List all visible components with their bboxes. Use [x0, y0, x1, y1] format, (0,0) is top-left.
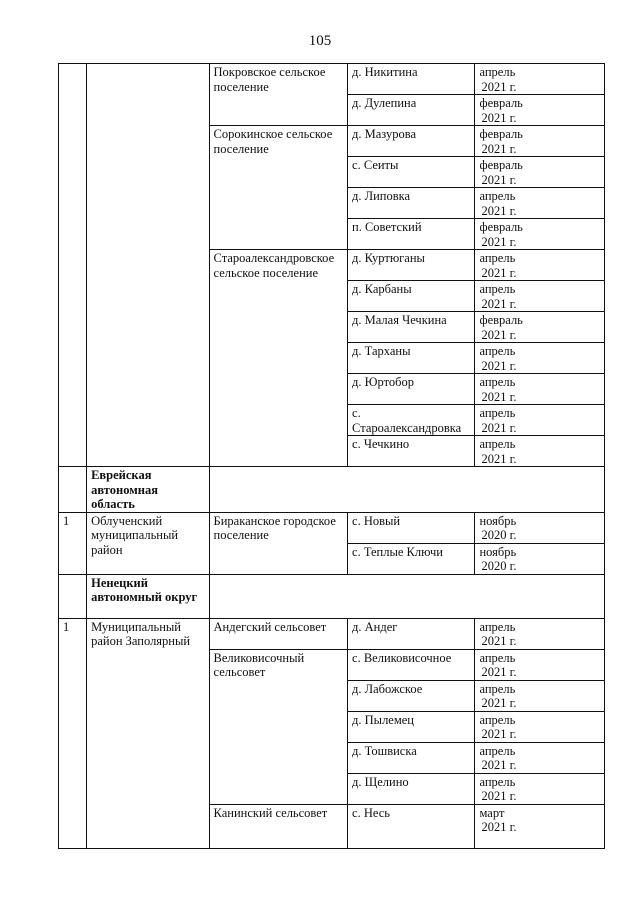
date-year: 2021 г. [481, 234, 517, 249]
date-month: февраль [479, 158, 523, 172]
table-row [59, 512, 605, 543]
village-cell: п. Советский [348, 219, 475, 250]
date-month: апрель [479, 65, 516, 79]
date-year: 2021 г. [481, 265, 517, 280]
date-cell [475, 250, 605, 281]
date-cell [475, 680, 605, 711]
number-cell [59, 64, 87, 467]
settlement-cell: Староалександровское сельское поселение [209, 250, 348, 467]
date-cell [475, 312, 605, 343]
number-cell [59, 574, 87, 618]
village-cell: д. Малая Чечкина [348, 312, 475, 343]
region-header-row [59, 467, 605, 513]
date-month: ноябрь [479, 544, 517, 559]
district-cell [87, 64, 209, 467]
village-cell: с. Несь [348, 804, 475, 848]
village-cell: д. Карбаны [348, 281, 475, 312]
date-cell [475, 188, 605, 219]
village-cell: д. Щелино [348, 773, 475, 804]
date-cell [475, 512, 605, 543]
date-cell [475, 157, 605, 188]
date-cell [475, 343, 605, 374]
village-cell: с. Великовисочное [348, 649, 475, 680]
page-number: 105 [308, 33, 332, 49]
date-month: апрель [479, 437, 516, 451]
date-year: 2020 г. [481, 559, 517, 573]
number-cell [59, 467, 87, 513]
date-cell [475, 804, 605, 848]
date-month: апрель [479, 282, 516, 296]
village-cell: д. Пылемец [348, 711, 475, 742]
date-month: апрель [479, 743, 516, 758]
date-month: апрель [479, 251, 516, 265]
village-cell: д. Тарханы [348, 343, 475, 374]
region-spacer-cell [209, 574, 604, 618]
date-year: 2021 г. [481, 820, 517, 834]
region-title: Еврейская автономная область [87, 467, 209, 513]
date-cell [475, 649, 605, 680]
village-cell: д. Никитина [348, 64, 475, 95]
village-cell: с. Новый [348, 512, 475, 543]
region-spacer-cell [209, 467, 604, 513]
date-year: 2021 г. [481, 789, 517, 803]
date-month: апрель [479, 681, 516, 696]
date-month: апрель [479, 406, 516, 420]
date-year: 2021 г. [481, 141, 517, 156]
date-year: 2021 г. [481, 634, 517, 648]
village-cell: д. Юртобор [348, 374, 475, 405]
number-cell: 1 [59, 512, 87, 574]
settlement-cell: Андегский сельсовет [209, 618, 348, 649]
date-month: апрель [479, 619, 516, 634]
village-cell: д. Тошвиска [348, 742, 475, 773]
village-cell: д. Лабожское [348, 680, 475, 711]
settlement-cell: Покровское сельское поселение [209, 64, 348, 126]
date-month: апрель [479, 774, 516, 789]
village-cell: д. Липовка [348, 188, 475, 219]
settlement-cell: Великовисочный сельсовет [209, 649, 348, 804]
village-cell: д. Куртюганы [348, 250, 475, 281]
date-cell [475, 281, 605, 312]
settlement-cell: Канинский сельсовет [209, 804, 348, 848]
date-year: 2021 г. [481, 296, 517, 311]
village-cell: с. Чечкино [348, 436, 475, 467]
date-year: 2021 г. [481, 696, 517, 710]
date-month: апрель [479, 650, 516, 665]
date-cell [475, 618, 605, 649]
date-cell [475, 543, 605, 574]
district-cell: Муниципальный район Заполярный [87, 618, 209, 848]
date-month: апрель [479, 189, 516, 203]
settlements-table [58, 63, 605, 849]
date-month: февраль [479, 220, 523, 234]
date-year: 2021 г. [481, 420, 517, 435]
district-cell: Облученский муниципальный район [87, 512, 209, 574]
date-cell [475, 405, 605, 436]
table-row [59, 64, 605, 95]
date-year: 2021 г. [481, 172, 517, 187]
date-year: 2021 г. [481, 727, 517, 741]
date-cell [475, 219, 605, 250]
village-cell: д. Дулепина [348, 95, 475, 126]
date-month: февраль [479, 313, 523, 327]
date-year: 2021 г. [481, 451, 517, 466]
table-row [59, 618, 605, 649]
date-cell [475, 436, 605, 467]
number-cell: 1 [59, 618, 87, 848]
date-month: апрель [479, 344, 516, 358]
village-cell: с. Староалександровка [348, 405, 475, 436]
date-year: 2021 г. [481, 758, 517, 772]
settlement-cell: Сорокинское сельское поселение [209, 126, 348, 250]
date-year: 2021 г. [481, 110, 517, 125]
date-month: февраль [479, 127, 523, 141]
village-cell: с. Сеиты [348, 157, 475, 188]
date-cell [475, 95, 605, 126]
date-year: 2020 г. [481, 528, 517, 542]
date-month: апрель [479, 712, 516, 727]
date-cell [475, 64, 605, 95]
date-year: 2021 г. [481, 389, 517, 404]
date-year: 2021 г. [481, 665, 517, 679]
date-year: 2021 г. [481, 327, 517, 342]
date-cell [475, 711, 605, 742]
date-cell [475, 374, 605, 405]
region-header-row [59, 574, 605, 618]
date-cell [475, 773, 605, 804]
date-cell [475, 126, 605, 157]
region-title: Ненецкий автономный округ [87, 574, 209, 618]
date-cell [475, 742, 605, 773]
village-cell: д. Мазурова [348, 126, 475, 157]
date-year: 2021 г. [481, 203, 517, 218]
date-year: 2021 г. [481, 358, 517, 373]
date-month: март [479, 805, 505, 820]
village-cell: д. Андег [348, 618, 475, 649]
village-cell: с. Теплые Ключи [348, 543, 475, 574]
date-month: февраль [479, 96, 523, 110]
date-month: ноябрь [479, 513, 517, 528]
settlement-cell: Бираканское городское поселение [209, 512, 348, 574]
date-month: апрель [479, 375, 516, 389]
date-year: 2021 г. [481, 79, 517, 94]
